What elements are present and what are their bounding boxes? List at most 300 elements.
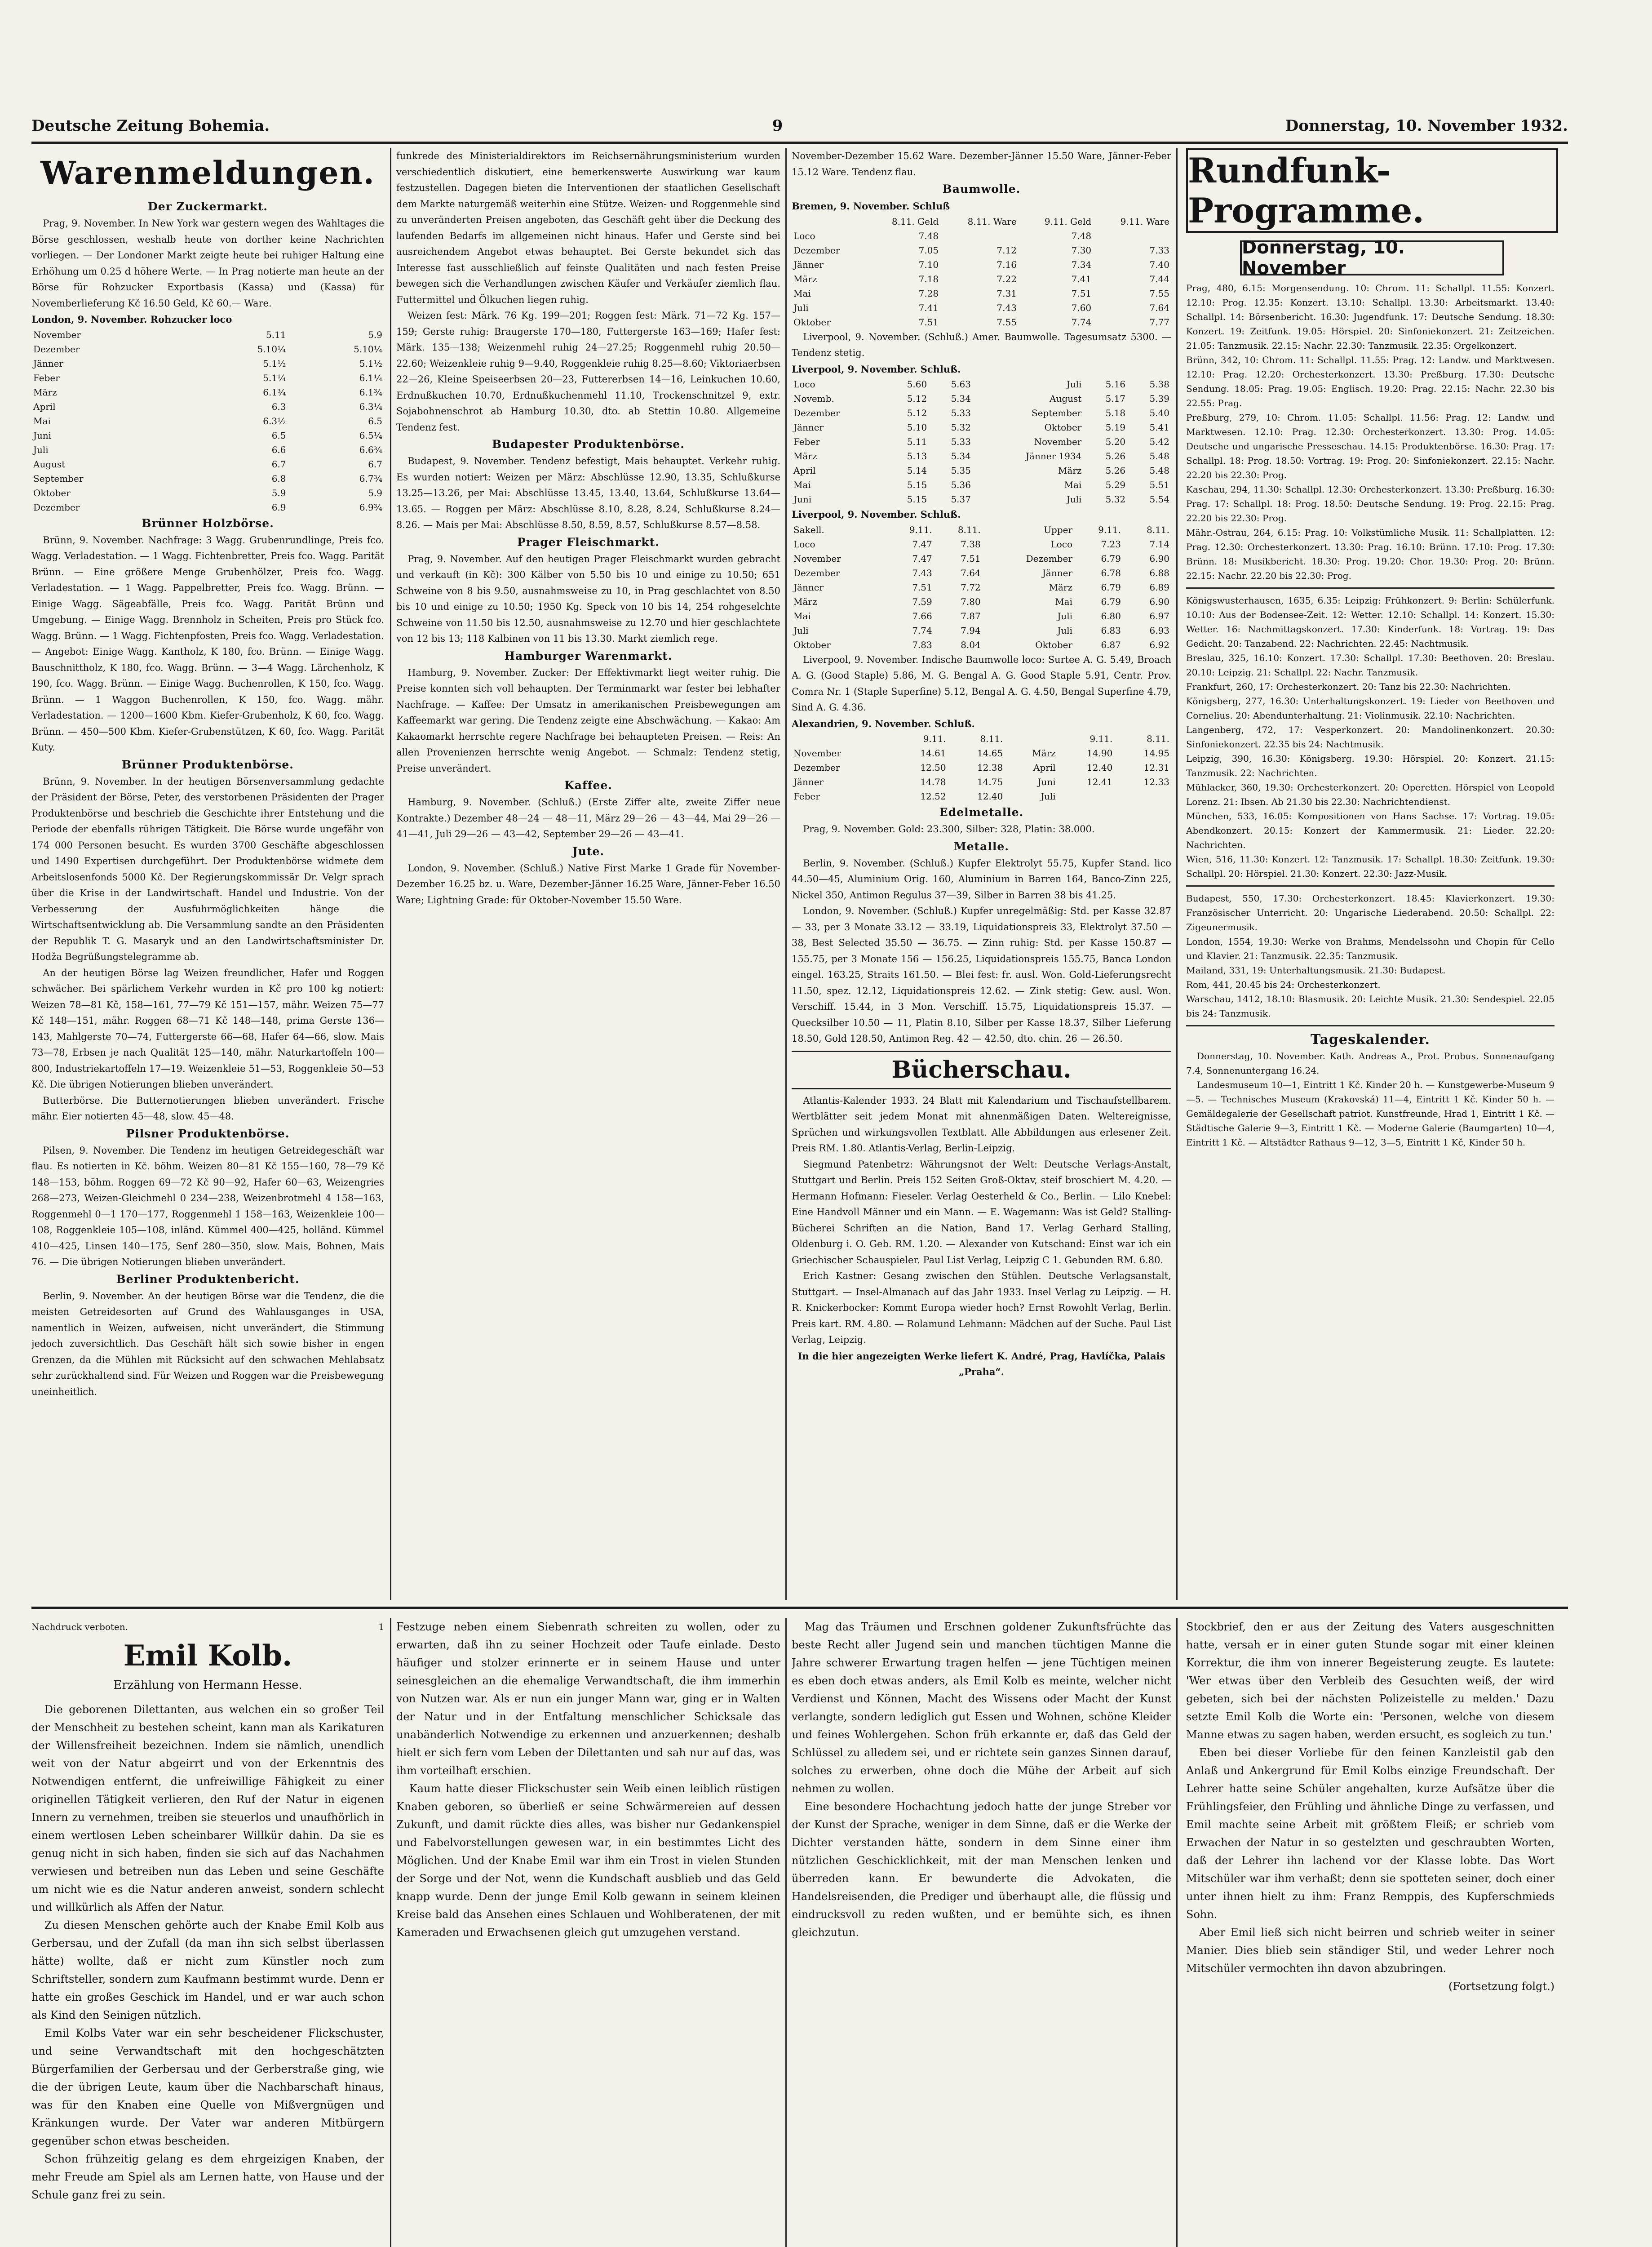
- table-cell: Dezember: [793, 567, 840, 578]
- table-cell: 5.10¼: [257, 343, 286, 355]
- header-rule: [31, 142, 1568, 144]
- table-cell: 7.55: [997, 316, 1017, 328]
- table-cell: 7.16: [997, 259, 1017, 270]
- table-cell: 6.90: [1149, 596, 1169, 607]
- table-cell: 14.65: [977, 748, 1003, 759]
- table-cell: 6.8: [271, 473, 286, 484]
- table-cell: November: [793, 748, 841, 759]
- table-row: [792, 463, 1171, 478]
- table-cell: Juni: [33, 430, 52, 441]
- table-cell: 5.13: [907, 451, 927, 462]
- divider: [1186, 1025, 1555, 1026]
- table-cell: 6.7: [368, 458, 382, 470]
- table-cell: 7.23: [1101, 538, 1121, 550]
- section-title: Warenmeldungen.: [40, 154, 375, 191]
- story-text: Eine besondere Hochachtung jedoch hatte der junge Streber vor der Kunst der Sprache, weniger in dem Sinne, daß er die Werke der Dichter verstanden hätte, sondern in dem Sinne einer ihm nützlichen Geschicklichkeit, mit der man Menschen lenken und überreden kann. Er bewunderte die Advokaten, die Handelsreisenden, die Prediger und überhaupt alle, die flüssig und eindrucksvoll zu reden wußten, und er bemühte sich, es ihnen gleichzutun.: [792, 1800, 1171, 1939]
- table-cell: 7.94: [961, 625, 981, 636]
- table-cell: 6.79: [1101, 596, 1121, 607]
- table-cell: 7.41: [918, 302, 939, 313]
- table-cell: 7.34: [1071, 259, 1092, 270]
- table-row: [792, 595, 1171, 609]
- table-row: [792, 420, 1171, 435]
- table-cell: 7.40: [1149, 259, 1169, 270]
- subsection-title: Brünner Holzbörse.: [142, 516, 274, 530]
- reprint-note: Nachdruck verboten.: [31, 1621, 128, 1632]
- table-cell: 5.12: [907, 408, 927, 418]
- table-cell: 6.5: [368, 415, 382, 426]
- table-cell: Upper: [1044, 524, 1073, 535]
- radio-listing: Langenberg, 472, 17: Vesperkonzert. 20: Mandolinenkonzert. 20.30: Sinfoniekonzert. 22.35 bis 24: Nachtmusik.: [1186, 724, 1555, 750]
- table-cell: Loco: [1050, 538, 1073, 550]
- table-cell: [940, 229, 1019, 243]
- table-cell: 7.74: [1071, 316, 1092, 328]
- liverpool-cotton-table: [792, 377, 1171, 506]
- table-cell: 5.35: [951, 465, 971, 476]
- feuilleton-column-4: [1186, 1618, 1555, 2247]
- article-text: Budapest, 9. November. Tendenz befestigt, Mais behauptet. Verkehr ruhig. Es wurden notiert: Weizen per März: Abschlüsse 12.90, 13.35, Schlußkurse 13.25—13.26, per Mai: Abschlüsse 13.45, 13.40, 13.64, Schlußkurse 13.64—13.65. — Roggen per März: Abschlüsse 8.10, 8.28, 8.24, Schlußkurse 8.24—8.26. — Mais per Mai: Abschlüsse 8.50, 8.59, 8.57, Schlußkurse 8.57—8.58.: [396, 456, 780, 530]
- table-row: [792, 775, 1171, 789]
- table-cell: 7.66: [912, 610, 932, 622]
- table-row: [792, 391, 1171, 406]
- subsection-title: Prager Fleischmarkt.: [517, 535, 660, 549]
- table-cell: Oktober: [1044, 422, 1082, 433]
- table-heading: Liverpool, 9. November. Schluß.: [792, 363, 961, 375]
- table-cell: Feber: [793, 436, 820, 447]
- article-text: funkrede des Ministerialdirektors im Reichsernährungsministerium wurden verschiedentlich diskutiert, eine bemerkenswerte Auswirkung war kaum festzustellen. Dagegen bieten die Interventionen der staatlichen Gesellschaft dem Markte naturgemäß weiterhin eine Stütze. Weizen- und Roggenmehle sind zu unveränderten Preisen angeboten, das Geschäft geht über die Deckung des laufenden Bedarfs im allgemeinen nicht hinaus. Hafer und Gerste sind bei ausreichendem Angebot etwas behauptet. Bei Gerste bekundet sich das Interesse fast ausschließlich auf feinste Qualitäten und nach festen Preise bewegen sich die Verhandlungen zwischen Käufer und Verkäufer ziemlich flau. Futtermittel und Ölkuchen liegen ruhig.: [396, 151, 780, 305]
- continuation-note: (Fortsetzung folgt.): [1448, 1980, 1555, 1993]
- story-text: Die geborenen Dilettanten, aus welchen ein so großer Teil der Menschheit zu bestehen scheint, kann man als Karikaturen der Willensfreiheit bezeichnen. Indem sie nämlich, unendlich weit von der Natur abgeirrt und von der Erkenntnis des Notwendigen entfernt, die unfreiwillige Fähigkeit zu einer originellen Tätigkeit verlieren, den Ruf der Natur in eigenen Innern zu vernehmen, treiben sie steuerlos und unaufhörlich in einem wertlosen Leben scheinbarer Willkür dahin. Da sie es genug nicht in sich haben, finden sie sich auf das Nachahmen verwiesen und betreiben nun das Leben und seine Geschäfte um nicht wie es die Natur anderen anweist, sondern schlecht und willkürlich als Affen der Natur.: [31, 1703, 384, 1914]
- radio-listing: Königsberg, 277, 16.30: Unterhaltungskonzert. 19: Lieder von Beethoven und Cornelius. 20: Abendunterhaltung. 21: Violinmusik. 22.10: Nachrichten.: [1186, 696, 1555, 721]
- table-header-cell: 8.11. Geld: [891, 216, 939, 227]
- table-heading: Bremen, 9. November. Schluß: [792, 200, 950, 212]
- table-row: [792, 492, 1171, 506]
- radio-listing: Rom, 441, 20.45 bis 24: Orchesterkonzert.: [1186, 979, 1381, 990]
- table-cell: März: [1032, 748, 1056, 759]
- table-cell: März: [1049, 582, 1073, 593]
- table-cell: Loco: [793, 230, 815, 241]
- table-cell: 9.11.: [1090, 733, 1113, 744]
- table-row: [31, 342, 384, 356]
- table-cell: 5.54: [1149, 494, 1169, 505]
- table-cell: Loco: [793, 379, 815, 390]
- table-cell: Juli: [1066, 379, 1082, 390]
- table-cell: 5.32: [1105, 494, 1126, 505]
- table-cell: Mai: [1064, 480, 1082, 490]
- table-cell: 9.11.: [923, 733, 946, 744]
- article-text: An der heutigen Börse lag Weizen freundlicher, Hafer und Roggen schwächer. Bei spärlichem Verkehr wurden in Kč pro 100 kg notiert: Weizen 78—81 Kč, 158—161, 77—79 Kč 151—157, mähr. Weizen 75—77 Kč 148—151, mähr. Roggen 68—71 Kč 148—148, prima Gerste 136—143, Mahlgerste 70—74, Futtergerste 66—68, Hafer 64—66, slow. Mais 73—78, Erbsen je nach Qualität 125—140, mähr. Naturkartoffeln 100—800, Industriekartoffeln 17—19. Weizenkleie 51—53, Roggenkleie 50—53 Kč. Die übrigen Notierungen blieben unverändert.: [31, 967, 384, 1090]
- table-cell: 5.34: [951, 393, 971, 404]
- article-text: Prag, 9. November. Auf den heutigen Prager Fleischmarkt wurden gebracht und verkauft (in Kč): 300 Kälber von 5.50 bis 10 und einige zu 10.50; 651 Schweine von 8 bis 9.50, ausnahmsweise zu 10, in Prag geschlachtet von 8.50 bis 10 und einige zu 10.50; 1950 Kg. Speck von 10 bis 14, 254 rohgeselchte Schweine von 11.50 bis 12.50, ausnahmsweise zu 12.70 und hier geschlachtete von 12 bis 13; 118 Kalbinen von 11 bis 13.30. Markt ziemlich rege.: [396, 553, 780, 644]
- subsection-title: Kaffee.: [564, 779, 612, 792]
- table-cell: 6.1¾: [263, 386, 286, 398]
- table-cell: Jänner: [793, 422, 824, 433]
- table-row: [792, 435, 1171, 449]
- table-cell: 6.3: [271, 401, 286, 412]
- subsection-title: Brünner Produktenbörse.: [122, 758, 294, 771]
- table-cell: 7.64: [1149, 302, 1169, 313]
- article-text: Hamburg, 9. November. Zucker: Der Effektivmarkt liegt weiter ruhig. Die Preise konnten sich voll behaupten. Der Terminmarkt war fester bei lebhafter Nachfrage. — Kaffee: Der Umsatz in amerikanischen Preisbewegungen am Kaffeemarkt war gering. Die Tendenz zeigte eine Abschwächung. — Kakao: Am Kakaomarkt herrschte regere Nachfrage bei behaupteten Preisen. — Reis: An allen Provenienzen herrschte wenig Angebot. — Schmalz: Tendenz stetig, Preise unverändert.: [396, 667, 780, 774]
- story-title: Emil Kolb.: [123, 1639, 292, 1673]
- table-cell: 5.20: [1105, 436, 1126, 447]
- table-cell: Mai: [793, 610, 811, 622]
- table-cell: 7.47: [912, 538, 932, 550]
- radio-listing: Wien, 516, 11.30: Konzert. 12: Tanzmusik. 17: Schallpl. 18.30: Zeitfunk. 19.30: Schallpl. 20: Hörspiel. 21.30: Konzert. 22.30: Jazz-Musik.: [1186, 854, 1555, 879]
- table-cell: Mai: [33, 415, 51, 426]
- table-cell: Oktober: [33, 487, 71, 498]
- table-cell: 5.9: [368, 487, 382, 498]
- table-cell: März: [793, 273, 817, 284]
- column-divider: [390, 148, 391, 1600]
- table-cell: Oktober: [793, 639, 831, 650]
- table-cell: 8.11.: [1147, 524, 1169, 535]
- divider: [1186, 885, 1555, 887]
- table-cell: Sakell.: [793, 524, 824, 535]
- table-cell: 7.72: [961, 582, 981, 593]
- table-row: [792, 523, 1171, 537]
- table-cell: Juni: [1037, 777, 1056, 787]
- article-text: Siegmund Patenbetrz: Währungsnot der Welt: Deutsche Verlags-Anstalt, Stuttgart und Berlin. Preis 152 Seiten Groß-Oktav, steif broschiert M. 4.20. — Hermann Hofmann: Fieseler. Verlag Oesterheld & Co., Berlin. — Lilo Knebel: Eine Handvoll Männer und ein Mann. — E. Wagemann: Was ist Geld? Stalling-Bücherei Schriften an die Nation, Band 17. Verlag Gerhard Stalling, Oldenburg i. O. Geb. RM. 1.20. — Alexander von Kutschand: Einst war ich ein Griechischer Schauspieler. Paul List Verlag, Leipzig C 1. Gebunden RM. 6.80.: [792, 1159, 1171, 1266]
- table-cell: 5.36: [951, 480, 971, 490]
- table-cell: [1114, 789, 1171, 804]
- radio-listing: Preßburg, 279, 10: Chrom. 11.05: Schallpl. 11.56: Prag. 12: Landw. und Marktwesen. 12.10: Prag. 12.30: Orchesterkonzert. 13.30: Prog. 14.05: Deutsche und ungarische Presseschau. 14.15: Produktenbörse. 16.30: Prag. 17: Schallpl. 18: Prog. 18.50: Vortrag. 19: Prog. 20: Sinfoniekonzert. 22.15: Nachr. 22.20 bis 22.30: Prog.: [1186, 412, 1555, 480]
- table-cell: November: [1034, 436, 1082, 447]
- column-markets-3: [792, 148, 1171, 1600]
- table-cell: 6.87: [1101, 639, 1121, 650]
- table-row: [792, 746, 1171, 760]
- table-cell: 5.33: [951, 408, 971, 418]
- table-cell: 6.97: [1149, 610, 1169, 622]
- table-cell: März: [793, 451, 817, 462]
- table-cell: 14.61: [920, 748, 946, 759]
- article-text: Pilsen, 9. November. Die Tendenz im heutigen Getreidegeschäft war flau. Es notierten in Kč. böhm. Weizen 80—81 Kč 155—160, 78—79 Kč 148—153, böhm. Roggen 69—72 Kč 90—92, Hafer 60—63, Weizengries 268—273, Weizen-Gleichmehl 0 234—238, Weizenbrotmehl 4 158—163, Roggenmehl 0—1 170—177, Roggenmehl 1 158—163, Weizenkleie 100—108, Roggenkleie 105—108, inländ. Kümmel 400—425, holländ. Kümmel 410—425, Linsen 140—175, Senf 280—350, slow. Mais, Bohnen, Mais 76. — Die übrigen Notierungen blieben unverändert.: [31, 1145, 384, 1267]
- table-cell: 5.34: [951, 451, 971, 462]
- table-cell: 6.5¼: [359, 430, 382, 441]
- bookseller-note: In die hier angezeigten Werke liefert K. André, Prag, Havlíčka, Palais „Praha“.: [797, 1350, 1165, 1377]
- table-cell: September: [33, 473, 84, 484]
- table-cell: 7.47: [912, 553, 932, 564]
- table-cell: Oktober: [1035, 639, 1073, 650]
- subsection-title: Pilsner Produktenbörse.: [126, 1127, 290, 1140]
- table-cell: 5.11: [907, 436, 927, 447]
- table-cell: 14.75: [977, 777, 1003, 787]
- table-cell: 6.3¼: [359, 401, 382, 412]
- table-cell: 7.64: [961, 567, 981, 578]
- table-cell: 5.1½: [359, 358, 382, 369]
- story-text: Schon frühzeitig gelang es dem ehrgeizigen Knaben, der mehr Freude am Spiel als am Lernen hatte, von Hause und der Schule ganz frei zu sein.: [31, 2153, 384, 2201]
- table-cell: 5.9: [271, 487, 286, 498]
- table-cell: 5.11: [266, 329, 286, 340]
- story-text: Zu diesen Menschen gehörte auch der Knabe Emil Kolb aus Gerbersau, und der Zufall (da man ihn sich selbst überlassen hätte) wollte, daß er nicht zum Künstler noch zum Schriftsteller, sondern zum Kaufmann bestimmt wurde. Denn er hatte ein großes Geschick im Handel, und er war auch schon als Kind den Seinigen nützlich.: [31, 1919, 384, 2021]
- article-text: Prag, 9. November. In New York war gestern wegen des Wahltages die Börse geschlossen, weshalb heute von dorther keine Nachrichten vorliegen. — Der Londoner Markt zeigte heute bei ruhiger Haltung eine Erhöhung um 0.25 d höhere Werte. — In Prag notierte man heute an der Börse für Rohzucker Exportbasis (Kassa) und (Kassa) für Novemberlieferung Kč 16.50 Geld, Kč 60.— Ware.: [31, 218, 384, 309]
- book-review-header: [792, 1051, 1171, 1089]
- table-cell: 7.51: [918, 316, 939, 328]
- table-cell: 7.60: [1071, 302, 1092, 313]
- story-text: Festzuge neben einem Siebenrath schreiten zu wollen, oder zu erwarten, daß ihn zu seiner Hochzeit oder Taufe einlade. Desto häufiger und stolzer erinnerte er in seinem Hause und unter seinesgleichen an die ehemalige Verwandtschaft, die ihm immerhin von Nutzen war. Als er nun ein junger Mann war, ging er in Walten der Natur und in der Entfaltung menschlicher Schicksale das unabänderlich Notwendige zu erkennen und anzuerkennen; deshalb hielt er sich fern vom Leben der Dilettanten und sah nur auf das, was ihm vorteilhaft erschien.: [396, 1621, 780, 1777]
- table-cell: 5.1¼: [263, 372, 286, 383]
- table-cell: 6.90: [1149, 553, 1169, 564]
- section-title: Rundfunk-Programme.: [1188, 151, 1424, 231]
- table-cell: Juli: [1066, 494, 1082, 505]
- table-cell: 7.77: [1149, 316, 1169, 328]
- radio-listing: Mähr.-Ostrau, 264, 6.15: Prag. 10: Volkstümliche Musik. 11: Schallplatten. 12: Prag. 12.30: Orchesterkonzert. 13.30: Prag. 16.10: Brünn. 17.10: Prog. 17.30: Brünn. 18: Musikbericht. 18.30: Prog. 19.20: Chor. 19.30: Prog. 20: Brünn. 22.15: Nachr. 22.20 bis 22.30: Prog.: [1186, 527, 1555, 581]
- feuilleton-column-3: [792, 1618, 1171, 2247]
- table-row: [792, 760, 1171, 775]
- table-cell: Oktober: [793, 316, 831, 328]
- story-text: Kaum hatte dieser Flickschuster sein Weib einen leiblich rüstigen Knaben geboren, so überließ er seine Schwärmereien auf dessen Zukunft, und damit rückte dies alles, was bisher nur Gedankenspiel und Fabelvorstellungen gewesen war, in ein bestimmtes Licht des Möglichen. Und der Knabe Emil war ihm ein Trost in vielen Stunden der Sorge und der Not, wenn die Kundschaft ausblieb und das Geld knapp wurde. Denn der junge Emil Kolb gewann in seinem kleinen Kreise bald das Ansehen eines Schlauen und Wohlberatenen, der mit Kameraden und Erwachsenen gleich gut umzugehen verstand.: [396, 1782, 780, 1939]
- table-cell: November: [33, 329, 81, 340]
- table-cell: Jänner: [793, 582, 824, 593]
- table-cell: Juli: [1040, 791, 1056, 802]
- table-cell: 7.10: [918, 259, 939, 270]
- section-title: Bücherschau.: [891, 1056, 1072, 1084]
- table-cell: Dezember: [793, 762, 840, 773]
- radio-date-box: [1240, 237, 1504, 279]
- radio-listing: Mailand, 331, 19: Unterhaltungsmusik. 21.30: Budapest.: [1186, 965, 1446, 976]
- story-byline: Erzählung von Hermann Hesse.: [113, 1679, 302, 1692]
- table-cell: 12.33: [1143, 777, 1169, 787]
- table-cell: 12.50: [920, 762, 946, 773]
- table-cell: 8.11.: [980, 733, 1003, 744]
- page-header: [31, 112, 1568, 139]
- table-cell: 6.79: [1101, 553, 1121, 564]
- table-cell: 8.04: [961, 639, 981, 650]
- table-cell: 6.92: [1149, 639, 1169, 650]
- article-text: Hamburg, 9. November. (Schluß.) (Erste Ziffer alte, zweite Ziffer neue Kontrakte.) Dezember 48—24 — 48—11, März 29—26 — 43—44, Mai 29—26 — 41—41, Juli 29—26 — 43—42, September 29—26 — 43—41.: [396, 797, 780, 839]
- table-cell: 5.19: [1105, 422, 1126, 433]
- table-cell: August: [33, 458, 66, 470]
- radio-listing: London, 1554, 19.30: Werke von Brahms, Mendelssohn und Chopin für Cello und Klavier. 21: Tanzmusik. 22.35: Tanzmusik.: [1186, 936, 1555, 961]
- subsection-title: Berliner Produktenbericht.: [116, 1272, 300, 1286]
- table-cell: Dezember: [33, 343, 80, 355]
- table-cell: 12.52: [920, 791, 946, 802]
- feuilleton-rule: [31, 1607, 1568, 1609]
- table-cell: Loco: [793, 538, 815, 550]
- article-text: Berlin, 9. November. (Schluß.) Kupfer Elektrolyt 55.75, Kupfer Stand. lico 44.50—45, Aluminium Orig. 160, Aluminium in Barren 164, Banco-Zinn 225, Nickel 350, Antimon Regulus 37—39, Silber in Barren 38 bis 41.25.: [792, 857, 1171, 901]
- table-cell: Jänner 1934: [1026, 451, 1082, 462]
- table-cell: 7.83: [912, 639, 932, 650]
- story-text: Mag das Träumen und Erschnen goldener Zukunftsfrüchte das beste Recht aller Jugend sein und manchen tüchtigen Manne die Jahre schwerer Erwartung tragen helfen — jene Tüchtigen meinen es eben doch etwas anders, als Emil Kolb es meinte, welcher nicht Verdienst und Können, Macht des Wissens oder Macht der Kunst verlangte, sondern lediglich gut Essen und Wohnen, schöne Kleider und feines Wohlergehen. Schon früh erkannte er, daß das Geld der Schlüssel zu alledem sei, und er richtete sein ganzes Sinnen darauf, solches zu erwerben, ohne doch die Mühe der Arbeit auf sich nehmen zu wollen.: [792, 1621, 1171, 1795]
- table-row: [792, 301, 1171, 315]
- table-row: [792, 551, 1171, 566]
- column-divider: [785, 1618, 787, 2247]
- table-cell: 7.48: [1071, 230, 1092, 241]
- article-text: Butterbörse. Die Butternotierungen blieben unverändert. Frische mähr. Eier notierten 45—48, slow. 45—48.: [31, 1095, 384, 1122]
- radio-listing: Breslau, 325, 16.10: Konzert. 17.30: Schallpl. 17.30: Beethoven. 20: Breslau. 20.10: Leipzig. 21: Schallpl. 22: Nachr. Tanzmusik.: [1186, 653, 1555, 678]
- table-cell: 7.55: [1149, 288, 1169, 299]
- table-cell: 5.12: [907, 393, 927, 404]
- table-row: [792, 478, 1171, 492]
- table-cell: 5.51: [1149, 480, 1169, 490]
- feuilleton-meta: [31, 1618, 384, 1636]
- table-cell: Jänner: [793, 259, 824, 270]
- table-heading: Liverpool, 9. November. Schluß.: [792, 509, 961, 520]
- table-row: [792, 229, 1171, 243]
- table-cell: März: [1058, 465, 1082, 476]
- table-cell: 5.14: [907, 465, 927, 476]
- table-row: [792, 377, 1171, 391]
- table-cell: 5.10¼: [354, 343, 382, 355]
- subsection-title: Tageskalender.: [1311, 1032, 1430, 1048]
- article-text: Liverpool, 9. November. Indische Baumwolle loco: Surtee A. G. 5.49, Broach A. G. (Good Staple) 5.86, M. G. Bengal A. G. Good Staple 5.91, Centr. Prov. Comra Nr. 1 (Staple Superfine) 5.12, Bengal A. G. 4.50, Bengal Superfine 4.79, Sind A. G. 4.36.: [792, 654, 1171, 713]
- subsection-title: Der Zuckermarkt.: [148, 200, 268, 213]
- table-heading: Alexandrien, 9. November. Schluß.: [792, 718, 975, 729]
- page-number: 9: [772, 117, 783, 135]
- table-row: [792, 406, 1171, 420]
- table-cell: 7.48: [918, 230, 939, 241]
- table-cell: 7.87: [961, 610, 981, 622]
- radio-listing: Frankfurt, 260, 17: Orchesterkonzert. 20: Tanz bis 22.30: Nachrichten.: [1186, 681, 1511, 692]
- table-cell: 14.95: [1143, 748, 1169, 759]
- table-row: [792, 566, 1171, 580]
- table-cell: Dezember: [793, 244, 840, 256]
- table-row: [31, 457, 384, 471]
- table-cell: Dezember: [793, 408, 840, 418]
- radio-title-box: [1186, 148, 1558, 233]
- radio-listing: Mühlacker, 360, 19.30: Orchesterkonzert. 20: Operetten. Hörspiel von Leopold Lorenz. 21: Ibsen. Ab 21.30 bis 22.30: Nachrichtendienst.: [1186, 782, 1555, 807]
- table-cell: Juli: [1057, 625, 1073, 636]
- table-header-row: [792, 214, 1171, 229]
- table-cell: 8.11.: [957, 524, 981, 535]
- table-row: [31, 400, 384, 414]
- table-cell: 7.74: [912, 625, 932, 636]
- table-cell: 5.9: [368, 329, 382, 340]
- table-row: [792, 272, 1171, 286]
- table-cell: April: [33, 401, 56, 412]
- table-cell: 7.41: [1071, 273, 1092, 284]
- table-row: [31, 471, 384, 486]
- table-row: [31, 328, 384, 342]
- calendar-text: Landesmuseum 10—1, Eintritt 1 Kč. Kinder 20 h. — Kunstgewerbe-Museum 9—5. — Technisches Museum (Krakovská) 11—4, Eintritt 1 Kč. Kinder 50 h. — Gemäldegalerie der Gesellschaft patriot. Kunstfreunde, Hrad 1, Eintritt 1 Kč. — Städtische Galerie 9—3, Eintritt 1 Kč. — Moderne Galerie (Baumgarten) 10—4, Eintritt 1 Kč. — Altstädter Rathaus 9—12, 3—5, Eintritt 1 Kč, Kinder 50 h.: [1186, 1079, 1555, 1148]
- table-header-cell: 9.11. Ware: [1120, 216, 1169, 227]
- subsection-title: Edelmetalle.: [939, 806, 1024, 819]
- table-row: [792, 623, 1171, 638]
- table-cell: 5.48: [1149, 451, 1169, 462]
- table-cell: 5.38: [1149, 379, 1169, 390]
- table-cell: 5.42: [1149, 436, 1169, 447]
- issue-date: Donnerstag, 10. November 1932.: [1285, 117, 1568, 135]
- table-row: [792, 732, 1171, 746]
- table-cell: April: [1033, 762, 1056, 773]
- table-cell: 5.60: [907, 379, 927, 390]
- table-cell: Mai: [793, 288, 811, 299]
- table-cell: 12.31: [1143, 762, 1169, 773]
- table-cell: 7.51: [1071, 288, 1092, 299]
- divider: [1186, 587, 1555, 589]
- story-text: Stockbrief, den er aus der Zeitung des Vaters ausgeschnitten hatte, versah er in einer guten Stunde sogar mit einer kleinen Korrektur, die ihm von innerer Begeisterung zeugte. Es lautete: 'Wer etwas über den Verbleib des Gesuchten weiß, der wird gebeten, sich bei der nächsten Polizeistelle zu melden.' Dazu setzte Emil Kolb die Worte ein: 'Personen, welche von diesem Manne etwas zu sagen haben, werden ersucht, es sogleich zu tun.': [1186, 1621, 1555, 1741]
- table-cell: 6.3½: [263, 415, 286, 426]
- table-cell: [1093, 229, 1171, 243]
- installment-number: 1: [378, 1621, 384, 1632]
- story-text: Eben bei dieser Vorliebe für den feinen Kanzleistil gab den Anlaß und Ankergrund für Emil Kolbs einzige Freundschaft. Der Lehrer hatte seine Schüler angehalten, kurze Aufsätze über die Frühlingsfeier, den Frühling und ähnliche Dinge zu verfassen, und Emil machte seine Arbeit mit größtem Fleiß; er schrieb vom Erwachen der Natur in so gestelzten und geschraubten Worten, daß der Lehrer ihn lachend vor der Klasse lobte. Das Wort Mitschüler war ihm verhaßt; denn sie spotteten seiner, doch einer unter ihnen hielt zu ihm: Franz Remppis, des Kupferschmieds Sohn.: [1186, 1746, 1555, 1921]
- table-cell: 5.37: [951, 494, 971, 505]
- table-heading: London, 9. November. Rohzucker loco: [31, 314, 232, 325]
- table-cell: 5.15: [907, 480, 927, 490]
- article-text: Berlin, 9. November. An der heutigen Börse war die Tendenz, die die meisten Getreidesorten auf Grund des Wahlausganges in USA, namentlich in Weizen, aufweisen, nicht unverändert, die Stimmung jedoch zuversichtlich. Das Geschäft hält sich sowie bisher in engen Grenzen, da die Mühlen mit Rücksicht auf den schwachen Mehlabsatz sehr zurückhaltend sind. Für Weizen und Roggen war die Preisbewegung uneinheitlich.: [31, 1290, 384, 1397]
- article-text: London, 9. November. (Schluß.) Kupfer unregelmäßig: Std. per Kasse 32.87 — 33, per 3 Monate 33.12 — 33.19, Liquidationspreis 33, Elektrolyt 37.50 — 38, Best Selected 35.50 — 36.75. — Zinn ruhig: Std. per Kasse 150.87 — 155.75, per 3 Monate 156 — 156.25, Liquidationspreis 155.75, Banca London eingel. 163.25, Straits 161.50. — Blei fest: fr. ausl. Won. Gold-Lieferungsrecht 11.50, spez. 12.12, Liquidationspreis 12.62. — Zink stetig: Gew. ausl. Won. Verschiff. 15.44, in 3 Mon. Verschiff. 15.75, Liquidationspreis 15.37. — Quecksilber 10.50 — 11, Platin 8.10, Silber per Kasse 18.37, Silber Lieferung 18.50, Gold 128.50, Antimon Reg. 42 — 42.50, dto. chin. 26 — 26.50.: [792, 906, 1171, 1044]
- radio-listing: Warschau, 1412, 18.10: Blasmusik. 20: Leichte Musik. 21.30: Sendespiel. 22.05 bis 24: Tanzmusik.: [1186, 994, 1555, 1019]
- table-cell: Juli: [793, 302, 809, 313]
- table-cell: 6.9: [271, 502, 286, 513]
- table-cell: 5.10: [907, 422, 927, 433]
- table-cell: 7.12: [997, 244, 1017, 256]
- feuilleton-column-1: [31, 1618, 384, 2247]
- table-row: [31, 443, 384, 457]
- table-cell: 6.6: [271, 444, 286, 455]
- table-cell: 7.28: [918, 288, 939, 299]
- table-cell: 5.16: [1105, 379, 1126, 390]
- feuilleton-column-2: [396, 1618, 780, 2247]
- table-cell: 7.33: [1149, 244, 1169, 256]
- table-row: [792, 243, 1171, 258]
- table-row: [31, 428, 384, 443]
- table-cell: November: [793, 553, 841, 564]
- article-text: Brünn, 9. November. In der heutigen Börsenversammlung gedachte der Präsident der Börse, Peter, des verstorbenen Präsidenten der Prager Produktenbörse und beschrieb die Geschichte ihrer Entstehung und die Periode der ebenfalls rührigen Tätigkeit. Die Börse wurde ungefähr von 174 000 Personen besucht. Es wurden 3700 Geschäfte abgeschlossen und 1490 Expertisen durchgeführt. Der Produktenbörse widmete dem Arbeitslosenfonds 5000 Kč. Der Regierungskommissär Dr. Velgr sprach über die Krise in der Landwirtschaft. Handel und Industrie. Von der Verbesserung der Ausfuhrmöglichkeiten hänge die Wirtschaftsentwicklung ab. Die Versammlung sandte an den Präsidenten der Republik T. G. Masaryk und an den Landwirtschaftsminister Dr. Hodža Begrüßungstelegramme ab.: [31, 776, 384, 962]
- table-cell: [792, 214, 866, 229]
- table-cell: Feber: [33, 372, 60, 383]
- article-text: Weizen fest: Märk. 76 Kg. 199—201; Roggen fest: Märk. 71—72 Kg. 157—159; Gerste ruhig: Braugerste 170—180, Futtergerste 163—169; Hafer fest: Märk. 135—138; Weizenmehl ruhig 24—27.25; Roggenmehl ruhig 20.50—22.60; Weizenkleie ruhig 9—9.40, Roggenkleie ruhig 8.25—8.60; Viktoriaerbsen 22—26, Kleine Speiseerbsen 20—23, Futtererbsen 14—16, Leinkuchen 10.60, Erdnußkuchen 10.70, Erdnußkuchenmehl 11.10, Trockenschnitzel 9, extr. Sojabohnenschrot ab Hamburg 10.30, dto. ab Stettin 10.80. Allgemeine Tendenz fest.: [396, 310, 780, 433]
- table-cell: 5.26: [1105, 451, 1126, 462]
- table-cell: August: [1050, 393, 1082, 404]
- table-cell: Jänner: [1042, 567, 1073, 578]
- table-row: [31, 371, 384, 385]
- table-cell: 5.33: [951, 436, 971, 447]
- table-cell: 5.1½: [263, 358, 286, 369]
- table-row: [792, 789, 1171, 804]
- table-cell: 5.48: [1149, 465, 1169, 476]
- table-cell: 12.38: [977, 762, 1003, 773]
- radio-listing: Brünn, 342, 10: Chrom. 11: Schallpl. 11.55: Prag. 12: Landw. und Marktwesen. 12.10: Prag. 12.20: Orchesterkonzert. 13.30: Preßburg. 17.30: Deutsche Sendung. 18.05: Prag. 19.05: Englisch. 19.20: Prag. 22.15: Nachr. 22.30 bis 22.55: Prag.: [1186, 355, 1555, 409]
- table-cell: 6.89: [1149, 582, 1169, 593]
- table-cell: 6.7¾: [359, 473, 382, 484]
- table-cell: 6.78: [1101, 567, 1121, 578]
- table-cell: 6.1¼: [359, 372, 382, 383]
- table-cell: 14.78: [920, 777, 946, 787]
- table-cell: 5.40: [1149, 408, 1169, 418]
- column-markets-2: [396, 148, 780, 1600]
- subsection-title: Hamburger Warenmarkt.: [504, 649, 673, 662]
- table-cell: 7.14: [1149, 538, 1169, 550]
- table-cell: 6.79: [1101, 582, 1121, 593]
- table-cell: 7.18: [918, 273, 939, 284]
- table-cell: 6.88: [1149, 567, 1169, 578]
- table-cell: 12.41: [1087, 777, 1113, 787]
- radio-listing: Budapest, 550, 17.30: Orchesterkonzert. 18.45: Klavierkonzert. 19.30: Französischer Unterricht. 20: Ungarische Liederabend. 20.50: Schallpl. 22: Zigeunermusik.: [1186, 893, 1555, 933]
- table-cell: 9.11.: [1098, 524, 1121, 535]
- table-row: [792, 315, 1171, 329]
- table-cell: 7.44: [1149, 273, 1169, 284]
- table-row: [792, 449, 1171, 463]
- table-cell: 7.22: [997, 273, 1017, 284]
- table-cell: Juni: [793, 494, 812, 505]
- table-cell: Dezember: [33, 502, 80, 513]
- article-text: Erich Kastner: Gesang zwischen den Stühlen. Deutsche Verlagsanstalt, Stuttgart. — Insel-Almanach auf das Jahr 1933. Insel Verlag zu Leipzig. — H. R. Knickerbocker: Kommt Europa wieder hoch? Ernst Rowohlt Verlag, Berlin. Preis kart. RM. 4.80. — Rolamund Lehmann: Mädchen auf der Suche. Paul List Verlag, Leipzig.: [792, 1270, 1171, 1345]
- table-cell: 5.39: [1149, 393, 1169, 404]
- liverpool-egypt-table: [792, 523, 1171, 652]
- table-cell: Novemb.: [793, 393, 834, 404]
- table-cell: [792, 732, 891, 746]
- table-cell: 7.43: [997, 302, 1017, 313]
- table-cell: 14.90: [1087, 748, 1113, 759]
- table-cell: 8.11.: [1147, 733, 1169, 744]
- story-text: Emil Kolbs Vater war ein sehr bescheidener Flickschuster, und seine Verwandtschaft mit den hochgeschätzten Bürgerfamilien der Gerbersau und der Gerberstraße ging, wie die der übrigen Leute, kaum über die Nachbarschaft hinaus, was für den Knaben eine Quelle von Mißvergnügen und Kränkungen wurde. Der Vater war anderen Mitbürgern gegenüber schon etwas bescheiden.: [31, 2027, 384, 2147]
- table-cell: [1005, 732, 1057, 746]
- table-cell: [1058, 789, 1115, 804]
- newspaper-name: Deutsche Zeitung Bohemia.: [31, 117, 270, 135]
- table-cell: 5.17: [1105, 393, 1126, 404]
- table-cell: 9.11.: [909, 524, 932, 535]
- article-text: Atlantis-Kalender 1933. 24 Blatt mit Kalendarium und Tischaufstellbarem. Wertblätter seit jedem Monat mit ahnenmäßigen Daten. Weltereignisse, Sprüchen und wirkungsvollen Textblatt. Alle Abbildungen aus erlesener Zeit. Preis RM. 1.80. Atlantis-Verlag, Berlin-Leipzig.: [792, 1095, 1171, 1154]
- article-text: Brünn, 9. November. Nachfrage: 3 Wagg. Grubenrundlinge, Preis fco. Wagg. Verladestation. — 1 Wagg. Fichtenbretter, Preis fco. Wagg. Parität Brünn. — Eine größere Menge Grubenhölzer, Preis fco. Wagg. Verladestation. — 1 Wagg. Pappelbretter, Preis fco. Wagg. Brünn. — Einige Wagg. Sägeabfälle, Preis fco. Wagg. Parität Brünn und Umgebung. — Einige Wagg. Brennholz in Scheiten, Preis pro Stück fco. Wagg. Brünn. — 1 Wagg. Fichtenpfosten, Preis fco. Wagg. Verladestation. — Angebot: Einige Wagg. Kantholz, K 180, fco. Brünn. — Einige Wagg. Bauschnittholz, K 180, fco. Wagg. Brünn. — 3—4 Wagg. Lärchenholz, K 190, fco. Wagg. Brünn. — Einige Wagg. Buchenrollen, K 150, fco. Wagg. Brünn. — 1 Waggon Buchenrollen, K 150, fco. Wagg. mähr. Verladestation. — 1200—1600 Kbm. Kiefer-Grubenholz, K 60, fco. Wagg. Brünn. — 450—500 Kbm. Kiefer-Grubenstützen, K 60, fco. Wagg. Parität Kuty.: [31, 534, 384, 753]
